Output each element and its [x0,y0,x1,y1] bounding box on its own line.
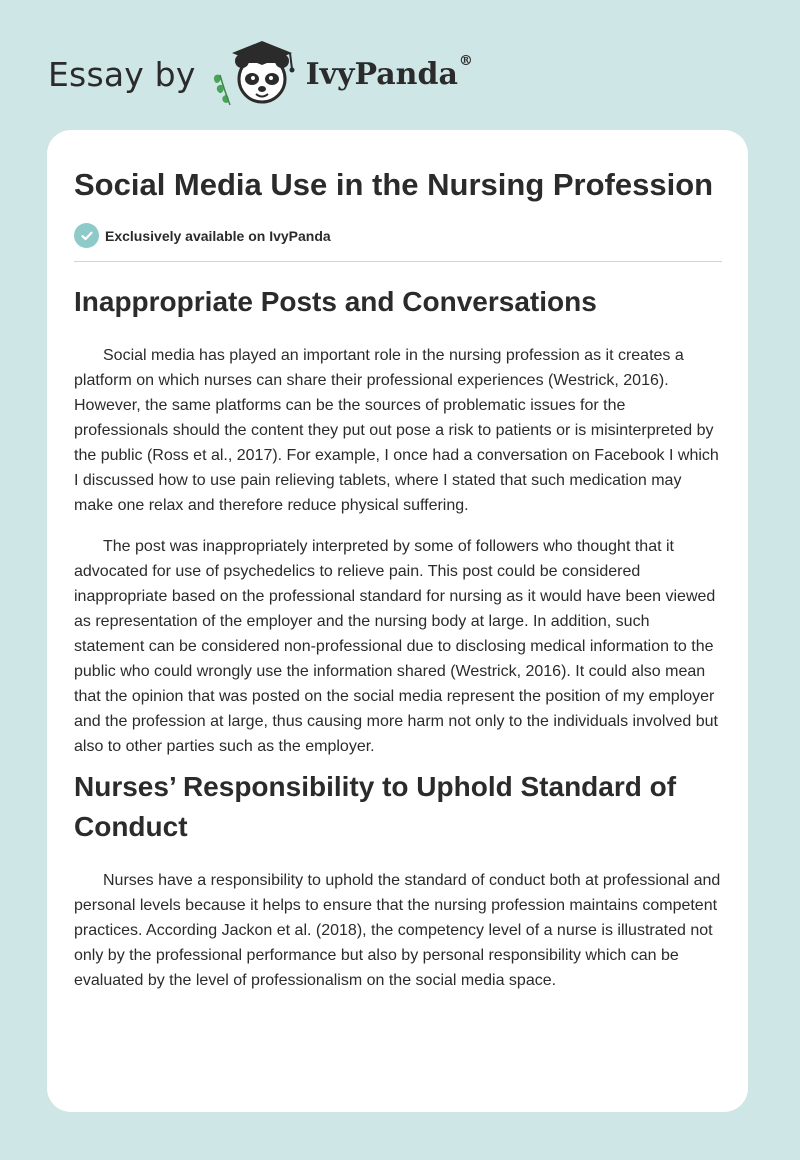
brand-prefix: Essay by [48,54,196,94]
title-divider [74,261,722,262]
essay-content [74,164,722,993]
essay-card [47,130,748,1112]
paragraph: The post was inappropriately interpreted by some of followers who thought that it advocated for use of psychedelics to relieve pain. This post could be considered inappropriate based on the professional standard for nursing as it would have been viewed as representation of the employer and the nursing body at large. In addition, such statement can be considered non-professional due to disclosing medical information to the public who could wrongly use the information shared (Westrick, 2016). It could also mean that the opinion that was posted on the social media represent the position of my employer and the profession at large, thus causing more harm not only to the individuals involved but also to other parties such as the employer. [74,538,718,755]
section-heading: Nurses’ Responsibility to Uphold Standard of Conduct [74,771,677,842]
brand-name: IvyPanda® [305,52,473,92]
paragraph: Social media has played an important role in the nursing profession as it creates a platform on which nurses can share their professional experiences (Westrick, 2016). However, the same platforms can be the sources of problematic issues for the professionals should the content they put out pose a risk to patients or is misinterpreted by the public (Ross et al., 2017). For example, I once had a conversation on Facebook I which I discussed how to use pain relieving tablets, where I stated that such medication may make one relax and therefore reduce physical suffering. [74,347,719,514]
site-header-brand[interactable] [48,34,473,114]
check-circle-icon [74,223,99,248]
essay-title: Social Media Use in the Nursing Profession [74,167,714,202]
panda-logo-icon [210,39,302,109]
exclusive-label: Exclusively available on IvyPanda [105,227,331,244]
section-heading: Inappropriate Posts and Conversations [74,286,597,317]
registered-mark: ® [458,52,473,69]
paragraph: Nurses have a responsibility to uphold the standard of conduct both at professional and personal levels because it helps to ensure that the nursing profession maintains competent practices. According Jackon et al. (2018), the competency level of a nurse is illustrated not only by the professional performance but also by personal responsibility which can be evaluated by the level of professionalism on the social media space. [74,872,721,989]
exclusive-badge [74,223,722,248]
